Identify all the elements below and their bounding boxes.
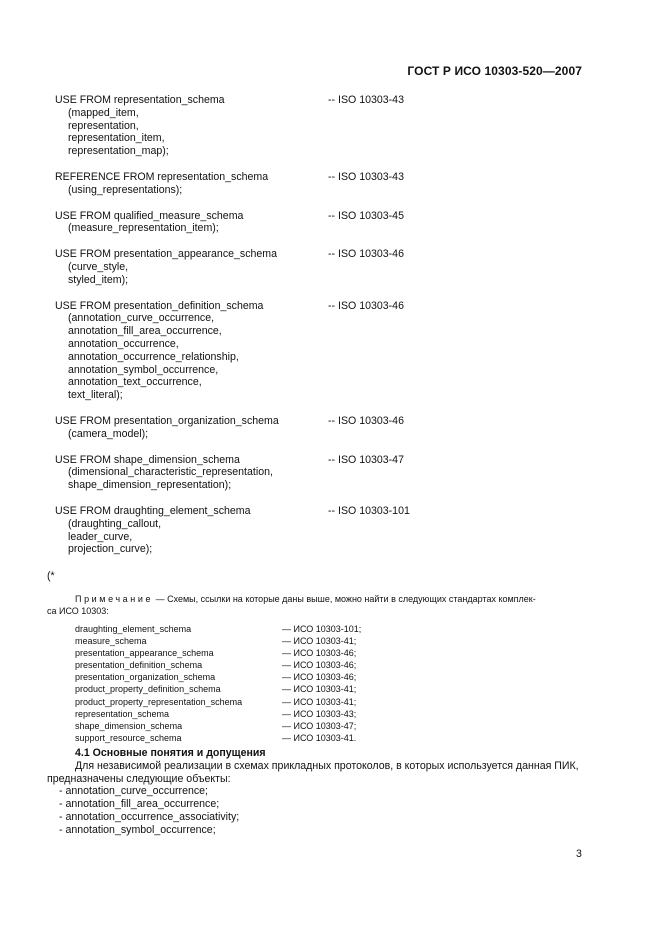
schema-standard: — ИСО 10303-47; bbox=[282, 720, 357, 731]
note-text: — Схемы, ссылки на которые даны выше, можно найти в следующих стандартах комплек- bbox=[153, 594, 536, 604]
list-item bbox=[75, 732, 395, 744]
statement-item: (annotation_curve_occurrence, bbox=[68, 312, 215, 325]
comment-open: (* bbox=[47, 570, 55, 582]
list-item bbox=[75, 659, 395, 671]
use-from-statement bbox=[55, 415, 435, 441]
section-4-1 bbox=[47, 747, 587, 837]
schema-standard: — ИСО 10303-41. bbox=[282, 732, 357, 743]
statement-reference: -- ISO 10303-43 bbox=[328, 94, 404, 106]
schema-standard: — ИСО 10303-46; bbox=[282, 660, 357, 671]
statement-item: annotation_occurrence_relationship, bbox=[68, 350, 239, 363]
list-item: - annotation_occurrence_associativity; bbox=[59, 810, 240, 823]
section-paragraph: Для независимой реализации в схемах прикладных протоколов, в которых используется данная ПИК, предназначены следующие объекты: bbox=[47, 759, 579, 785]
note-label: Примечание bbox=[75, 594, 154, 604]
statement-item: annotation_fill_area_occurrence, bbox=[68, 325, 222, 338]
schema-standard: — ИСО 10303-101; bbox=[282, 624, 362, 634]
list-item bbox=[75, 671, 395, 683]
statement-head: USE FROM shape_dimension_schema bbox=[55, 453, 240, 466]
statement-reference: -- ISO 10303-101 bbox=[328, 504, 410, 517]
statement-item: annotation_text_occurrence, bbox=[68, 376, 202, 389]
statement-item: representation_map); bbox=[68, 145, 169, 158]
statement-head: USE FROM qualified_measure_schema bbox=[55, 209, 244, 222]
schema-name: support_resource_schema bbox=[75, 732, 182, 743]
use-from-statement bbox=[55, 505, 435, 556]
schema-name: product_property_definition_schema bbox=[75, 684, 221, 695]
statement-item: representation_item, bbox=[68, 132, 165, 145]
use-from-statement bbox=[55, 94, 435, 158]
use-from-statement bbox=[55, 300, 435, 402]
statement-item: (measure_representation_item); bbox=[68, 222, 219, 235]
page-number: 3 bbox=[576, 848, 582, 860]
statement-item: (dimensional_characteristic_representation, bbox=[68, 466, 273, 479]
schema-reference-list bbox=[75, 623, 395, 744]
statement-head: USE FROM presentation_organization_schema bbox=[55, 414, 279, 427]
statement-head: USE FROM presentation_appearance_schema bbox=[55, 248, 277, 261]
document-header: ГОСТ Р ИСО 10303-520—2007 bbox=[407, 64, 582, 78]
schema-name: shape_dimension_schema bbox=[75, 720, 183, 731]
schema-standard: — ИСО 10303-41; bbox=[282, 684, 357, 695]
list-item bbox=[75, 720, 395, 732]
schema-name: presentation_appearance_schema bbox=[75, 648, 214, 659]
section-title: 4.1 Основные понятия и допущения bbox=[75, 747, 266, 759]
list-item bbox=[75, 683, 395, 695]
statement-item: (mapped_item, bbox=[68, 106, 139, 119]
use-from-statement bbox=[55, 454, 435, 492]
schema-standard: — ИСО 10303-46; bbox=[282, 648, 357, 659]
statement-reference: -- ISO 10303-43 bbox=[328, 170, 404, 183]
schema-standard: — ИСО 10303-41; bbox=[282, 696, 357, 707]
schema-standard: — ИСО 10303-46; bbox=[282, 672, 357, 683]
statement-item: leader_curve, bbox=[68, 530, 133, 543]
statement-reference: -- ISO 10303-45 bbox=[328, 209, 404, 222]
schema-name: presentation_organization_schema bbox=[75, 672, 216, 683]
statement-item: representation, bbox=[68, 119, 139, 132]
statement-head: USE FROM presentation_definition_schema bbox=[55, 299, 264, 312]
list-item bbox=[75, 623, 395, 635]
note-line bbox=[47, 593, 585, 605]
schema-name: draughting_element_schema bbox=[75, 624, 192, 634]
statement-reference: -- ISO 10303-47 bbox=[328, 453, 404, 466]
list-item bbox=[75, 708, 395, 720]
statement-head: USE FROM draughting_element_schema bbox=[55, 504, 251, 517]
list-item: - annotation_curve_occurrence; bbox=[59, 785, 208, 798]
statement-item: (curve_style, bbox=[68, 260, 129, 273]
list-item: - annotation_symbol_occurrence; bbox=[59, 823, 216, 836]
list-item bbox=[75, 635, 395, 647]
statement-item: (using_representations); bbox=[68, 183, 183, 196]
statement-item: annotation_occurrence, bbox=[68, 337, 179, 350]
statement-item: annotation_symbol_occurrence, bbox=[68, 363, 219, 376]
schema-standard: — ИСО 10303-43; bbox=[282, 708, 357, 719]
schema-standard: — ИСО 10303-41; bbox=[282, 636, 357, 647]
list-item: - annotation_fill_area_occurrence; bbox=[59, 798, 220, 811]
schema-name: measure_schema bbox=[75, 636, 147, 647]
statement-reference: -- ISO 10303-46 bbox=[328, 414, 404, 427]
note-paragraph bbox=[47, 593, 585, 618]
use-from-statement bbox=[55, 248, 435, 286]
statement-head: USE FROM representation_schema bbox=[55, 94, 225, 106]
statement-item: styled_item); bbox=[68, 273, 129, 286]
list-item bbox=[75, 696, 395, 708]
statement-item: (draughting_callout, bbox=[68, 517, 162, 530]
express-interface-block bbox=[55, 94, 435, 569]
statement-item: shape_dimension_representation); bbox=[68, 479, 232, 492]
statement-item: text_literal); bbox=[68, 389, 123, 402]
statement-item: projection_curve); bbox=[68, 543, 153, 556]
schema-name: product_property_representation_schema bbox=[75, 696, 243, 707]
reference-from-statement bbox=[55, 171, 435, 197]
statement-reference: -- ISO 10303-46 bbox=[328, 299, 404, 312]
list-item bbox=[75, 647, 395, 659]
statement-reference: -- ISO 10303-46 bbox=[328, 248, 404, 261]
use-from-statement bbox=[55, 210, 435, 236]
note-line: са ИСО 10303: bbox=[47, 606, 109, 617]
statement-item: (camera_model); bbox=[68, 427, 149, 440]
schema-name: presentation_definition_schema bbox=[75, 660, 203, 671]
schema-name: representation_schema bbox=[75, 708, 170, 719]
statement-head: REFERENCE FROM representation_schema bbox=[55, 170, 269, 183]
